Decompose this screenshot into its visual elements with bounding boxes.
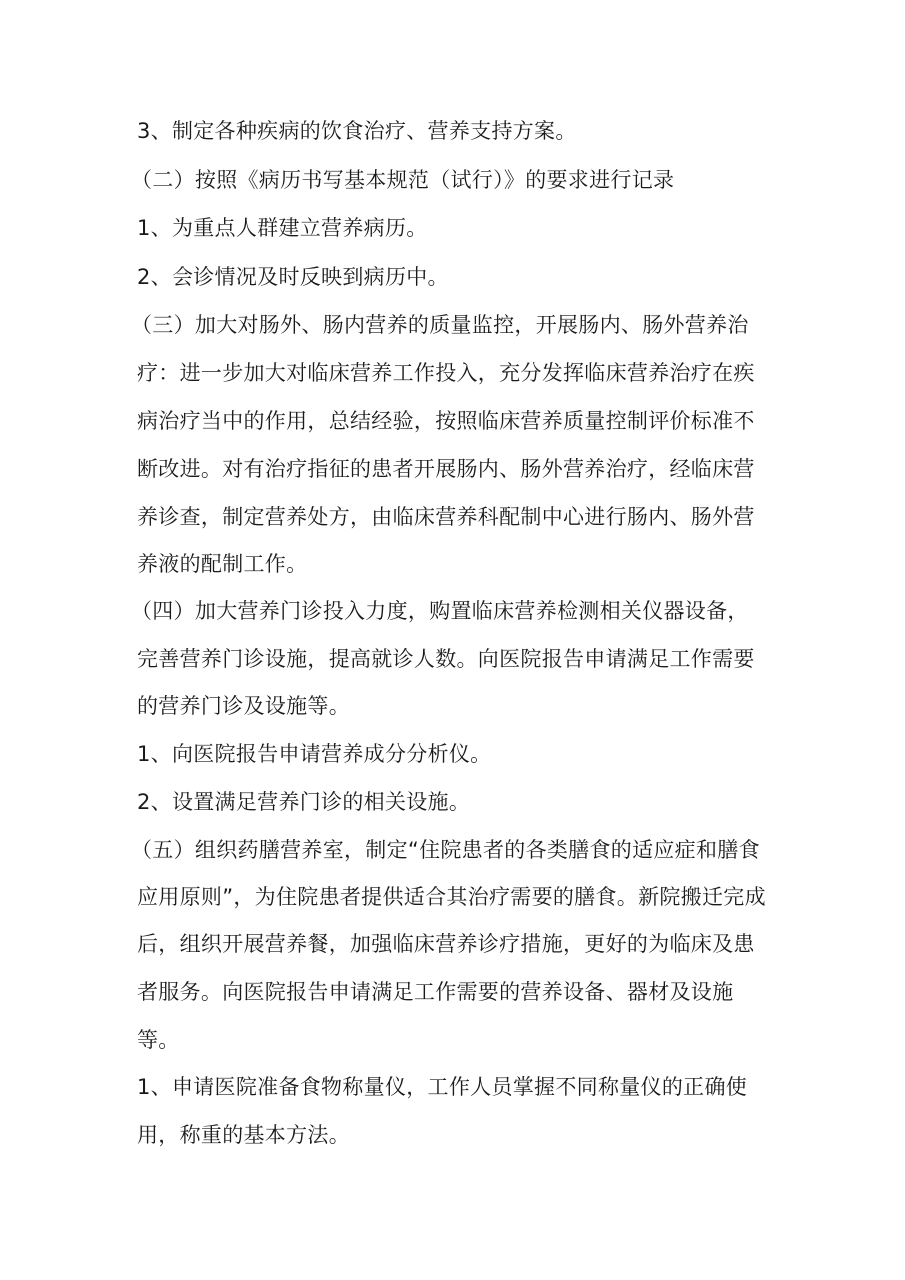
text-line: 2、会诊情况及时反映到病历中。 <box>137 265 449 289</box>
text-line: 2、设置满足营养门诊的相关设施。 <box>137 790 471 814</box>
text-line: 用，称重的基本方法。 <box>137 1123 350 1147</box>
text-line: 后，组织开展营养餐，加强临床营养诊疗措施，更好的为临床及患 <box>137 932 755 956</box>
text-line: 3、制定各种疾病的饮食治疗、营养支持方案。 <box>137 119 577 143</box>
text-line: 应用原则”，为住院患者提供适合其治疗需要的膳食。新院搬迁完成 <box>137 885 766 909</box>
text-line: 完善营养门诊设施，提高就诊人数。向医院报告申请满足工作需要 <box>137 647 755 671</box>
text-line: 养液的配制工作。 <box>137 552 308 576</box>
text-line: 养诊查，制定营养处方，由临床营养科配制中心进行肠内、肠外营 <box>137 505 755 529</box>
section-heading: （五）组织药膳营养室，制定“住院患者的各类膳食的适应症和膳食 <box>131 838 760 862</box>
text-line: 的营养门诊及设施等。 <box>137 694 350 718</box>
text-line: 疗：进一步加大对临床营养工作投入，充分发挥临床营养治疗在疾 <box>137 361 755 385</box>
section-heading: （四）加大营养门诊投入力度，购置临床营养检测相关仪器设备， <box>131 599 749 623</box>
text-line: 1、申请医院准备食物称量仪，工作人员掌握不同称量仪的正确使 <box>137 1075 748 1099</box>
text-line: 1、向医院报告申请营养成分分析仪。 <box>137 742 492 766</box>
text-line: 等。 <box>137 1028 180 1052</box>
section-heading: （二）按照《病历书写基本规范（试行）》的要求进行记录 <box>131 168 675 192</box>
text-line: 者服务。向医院报告申请满足工作需要的营养设备、器材及设施 <box>137 980 734 1004</box>
text-line: 病治疗当中的作用，总结经验，按照临床营养质量控制评价标准不 <box>137 409 755 433</box>
section-heading: （三）加大对肠外、肠内营养的质量监控，开展肠内、肠外营养治 <box>131 313 749 337</box>
text-line: 1、为重点人群建立营养病历。 <box>137 216 428 240</box>
text-line: 断改进。对有治疗指征的患者开展肠内、肠外营养治疗，经临床营 <box>137 457 755 481</box>
